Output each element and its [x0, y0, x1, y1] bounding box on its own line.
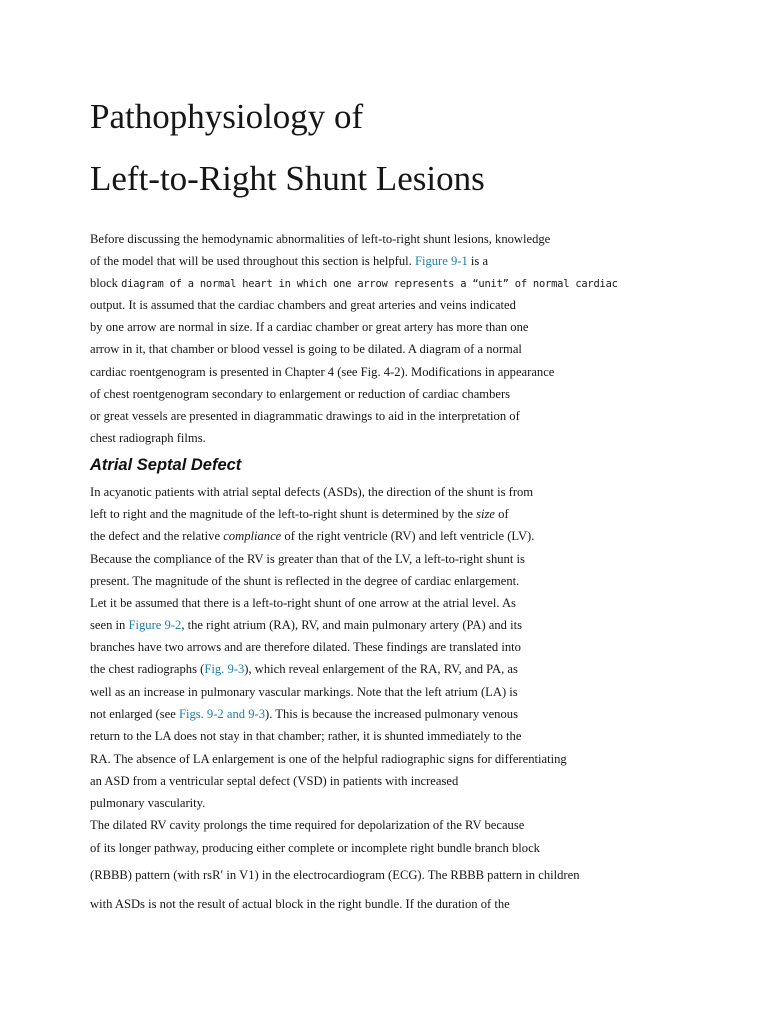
intro-line-3-text-b: diagram of a normal heart in which one arrow represents a “unit” of normal cardiac — [121, 278, 618, 290]
body-line-11-text-a: not enlarged (see — [90, 707, 179, 721]
body-line-15: pulmonary vascularity. — [90, 796, 206, 810]
body-line-14: an ASD from a ventricular septal defect (VSD) in patients with increased — [90, 774, 459, 788]
body-line-17: of its longer pathway, producing either complete or incomplete right bundle branch block — [90, 841, 540, 855]
intro-line-7: cardiac roentgenogram is presented in Chapter 4 (see Fig. 4-2). Modifications in appearance — [90, 365, 555, 379]
intro-line-6: arrow in it, that chamber or blood vessel is going to be dilated. A diagram of a normal — [90, 342, 522, 356]
body-line-3 — [90, 530, 534, 543]
body-line-9 — [90, 663, 518, 676]
document-title-line-1: Pathophysiology of — [90, 97, 364, 136]
intro-line-2-text-b: is a — [467, 254, 489, 268]
intro-line-10: chest radiograph films. — [90, 431, 206, 445]
body-line-9-text-b: ), which reveal enlargement of the RA, RV, and PA, as — [244, 662, 518, 676]
body-line-11-text-b: ). This is because the increased pulmonary venous — [265, 707, 518, 721]
body-line-2-italic: size — [476, 507, 496, 521]
intro-line-5: by one arrow are normal in size. If a cardiac chamber or great artery has more than one — [90, 320, 529, 334]
body-line-2-text-b: of — [495, 507, 509, 521]
figure-9-1-link[interactable]: Figure 9-1 — [414, 254, 468, 268]
body-line-9-text-a: the chest radiographs ( — [90, 662, 205, 676]
figure-9-2-link[interactable]: Figure 9-2 — [128, 618, 182, 632]
intro-line-3 — [90, 277, 618, 290]
intro-line-9: or great vessels are presented in diagrammatic drawings to aid in the interpretation of — [90, 409, 520, 423]
figure-9-3-link[interactable]: Fig. 9-3 — [204, 662, 245, 676]
body-line-3-italic: compliance — [223, 529, 282, 543]
body-line-6: Let it be assumed that there is a left-to-right shunt of one arrow at the atrial level. As — [90, 596, 516, 610]
body-line-18: (RBBB) pattern (with rsR′ in V1) in the electrocardiogram (ECG). The RBBB pattern in children — [90, 868, 580, 882]
body-line-4: Because the compliance of the RV is greater than that of the LV, a left-to-right shunt is — [90, 552, 525, 566]
body-line-11 — [90, 708, 518, 721]
body-line-2 — [90, 508, 509, 521]
figures-9-2-and-9-3-link[interactable]: Figs. 9-2 and 9-3 — [178, 707, 265, 721]
intro-line-3-text-a: block — [90, 276, 122, 290]
body-line-7-text-a: seen in — [90, 618, 129, 632]
intro-line-4: output. It is assumed that the cardiac chambers and great arteries and veins indicated — [90, 298, 516, 312]
intro-line-1: Before discussing the hemodynamic abnormalities of left-to-right shunt lesions, knowledge — [90, 232, 551, 246]
body-line-2-text-a: left to right and the magnitude of the left-to-right shunt is determined by the — [90, 507, 477, 521]
intro-line-8: of chest roentgenogram secondary to enlargement or reduction of cardiac chambers — [90, 387, 511, 401]
body-line-19: with ASDs is not the result of actual block in the right bundle. If the duration of the — [90, 897, 510, 911]
section-heading: Atrial Septal Defect — [90, 456, 242, 474]
body-line-3-text-a: the defect and the relative — [90, 529, 224, 543]
body-line-5: present. The magnitude of the shunt is reflected in the degree of cardiac enlargement. — [90, 574, 520, 588]
body-line-1: In acyanotic patients with atrial septal defects (ASDs), the direction of the shunt is from — [90, 485, 534, 499]
intro-line-2 — [90, 255, 488, 268]
body-line-12: return to the LA does not stay in that chamber; rather, it is shunted immediately to the — [90, 729, 522, 743]
body-line-10: well as an increase in pulmonary vascular markings. Note that the left atrium (LA) is — [90, 685, 518, 699]
document-title-line-2: Left-to-Right Shunt Lesions — [90, 159, 485, 198]
body-line-13: RA. The absence of LA enlargement is one of the helpful radiographic signs for differentiating — [90, 752, 567, 766]
body-line-16: The dilated RV cavity prolongs the time required for depolarization of the RV because — [90, 818, 525, 832]
body-line-3-text-b: of the right ventricle (RV) and left ventricle (LV). — [281, 529, 535, 543]
body-line-7-text-b: , the right atrium (RA), RV, and main pulmonary artery (PA) and its — [181, 618, 523, 632]
body-line-8: branches have two arrows and are therefore dilated. These findings are translated into — [90, 640, 521, 654]
body-line-7 — [90, 619, 522, 632]
intro-line-2-text-a: of the model that will be used throughout this section is helpful. — [90, 254, 415, 268]
